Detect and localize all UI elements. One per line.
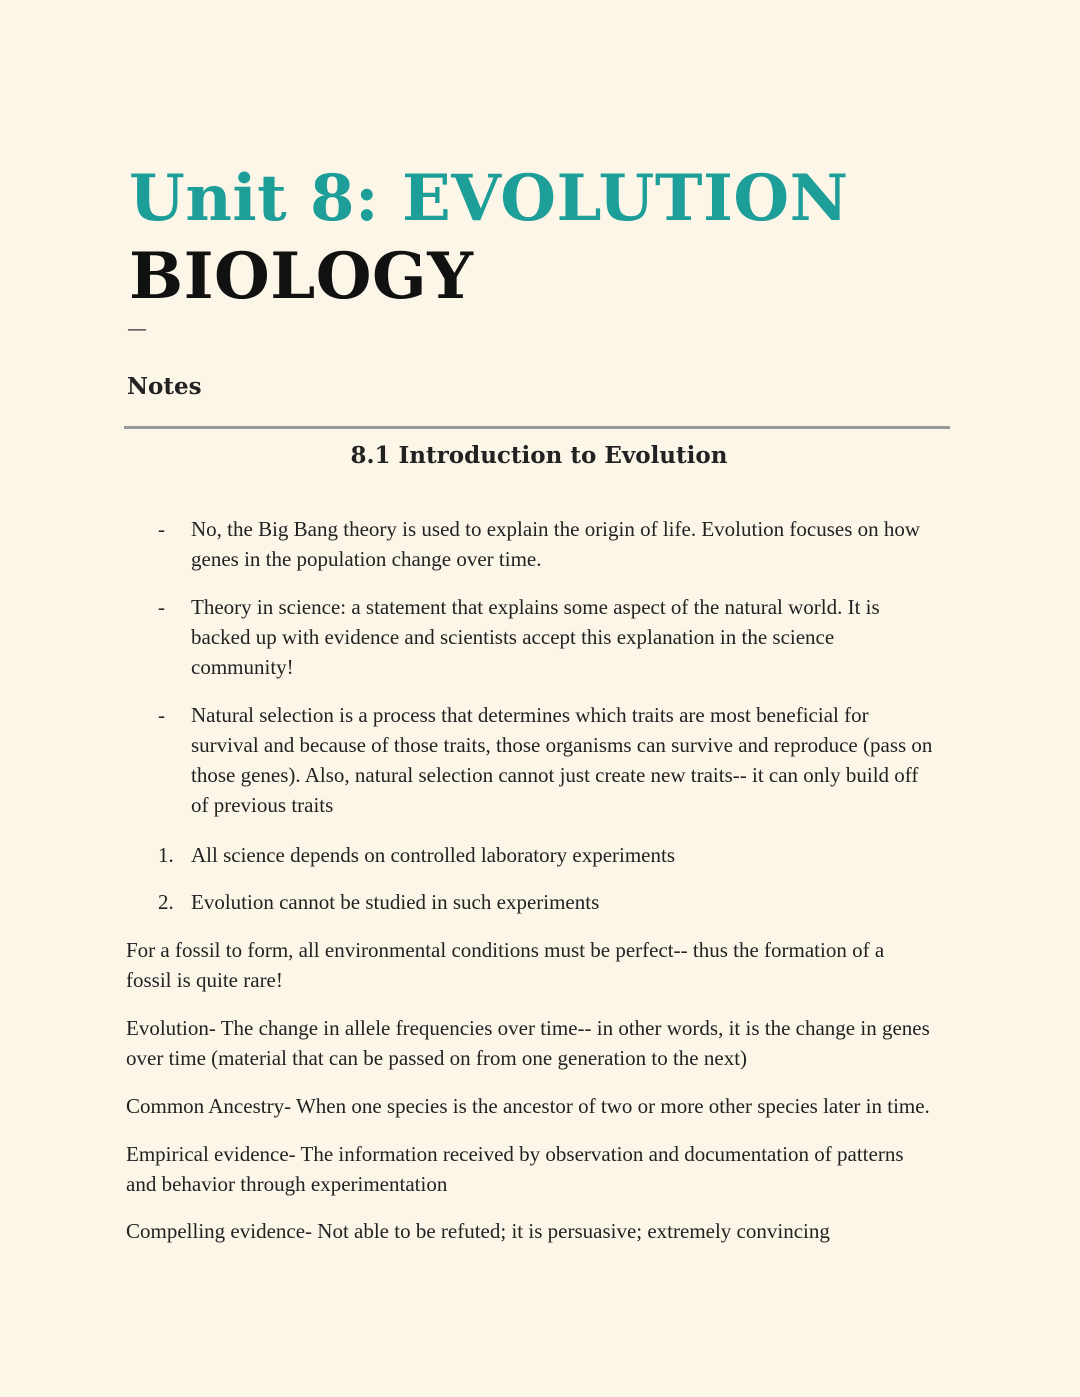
title-subject: BIOLOGY bbox=[129, 239, 474, 314]
text-line: and behavior through experimentation bbox=[126, 1172, 448, 1196]
definition-empirical-evidence bbox=[126, 1139, 956, 1199]
text-line: Evolution- The change in allele frequencies over time-- in other words, it is the change in genes bbox=[126, 1016, 930, 1040]
text-line: genes in the population change over time. bbox=[191, 547, 542, 571]
bullet-marker: - bbox=[158, 595, 165, 619]
numbered-text: All science depends on controlled laboratory experiments bbox=[191, 843, 676, 867]
section-heading: 8.1 Introduction to Evolution bbox=[350, 442, 728, 469]
number-marker: 2. bbox=[158, 890, 174, 914]
text-line: those genes). Also, natural selection cannot just create new traits-- it can only build off bbox=[191, 763, 919, 787]
text-line: No, the Big Bang theory is used to explain the origin of life. Evolution focuses on how bbox=[191, 517, 921, 541]
bullet-text bbox=[191, 514, 961, 574]
bullet-text bbox=[191, 700, 961, 820]
text-line: Common Ancestry- When one species is the ancestor of two or more other species later in time. bbox=[126, 1094, 930, 1118]
text-line: Natural selection is a process that determines which traits are most beneficial for bbox=[191, 703, 869, 727]
paragraph-fossil bbox=[126, 935, 956, 995]
text-line: Empirical evidence- The information received by observation and documentation of patterns bbox=[126, 1142, 904, 1166]
text-line: over time (material that can be passed on from one generation to the next) bbox=[126, 1046, 748, 1070]
text-line: fossil is quite rare! bbox=[126, 968, 283, 992]
text-line: Compelling evidence- Not able to be refuted; it is persuasive; extremely convincing bbox=[126, 1219, 830, 1243]
text-line: For a fossil to form, all environmental conditions must be perfect-- thus the formation of a bbox=[126, 938, 885, 962]
text-line: survival and because of those traits, those organisms can survive and reproduce (pass on bbox=[191, 733, 933, 757]
text-line: of previous traits bbox=[191, 793, 334, 817]
bullet-marker: - bbox=[158, 517, 165, 541]
text-line: community! bbox=[191, 655, 294, 679]
definition-evolution bbox=[126, 1013, 956, 1073]
numbered-text: Evolution cannot be studied in such experiments bbox=[191, 890, 600, 914]
title-dash: — bbox=[127, 316, 147, 340]
notes-label: Notes bbox=[127, 373, 202, 400]
bullet-marker: - bbox=[158, 703, 165, 727]
title-unit: Unit 8: EVOLUTION bbox=[129, 161, 849, 236]
number-marker: 1. bbox=[158, 843, 174, 867]
definition-compelling-evidence bbox=[126, 1216, 956, 1246]
text-line: Theory in science: a statement that explains some aspect of the natural world. It is bbox=[191, 595, 880, 619]
text-line: backed up with evidence and scientists accept this explanation in the science bbox=[191, 625, 835, 649]
horizontal-rule bbox=[124, 426, 950, 429]
definition-common-ancestry bbox=[126, 1091, 956, 1121]
bullet-text bbox=[191, 592, 961, 682]
